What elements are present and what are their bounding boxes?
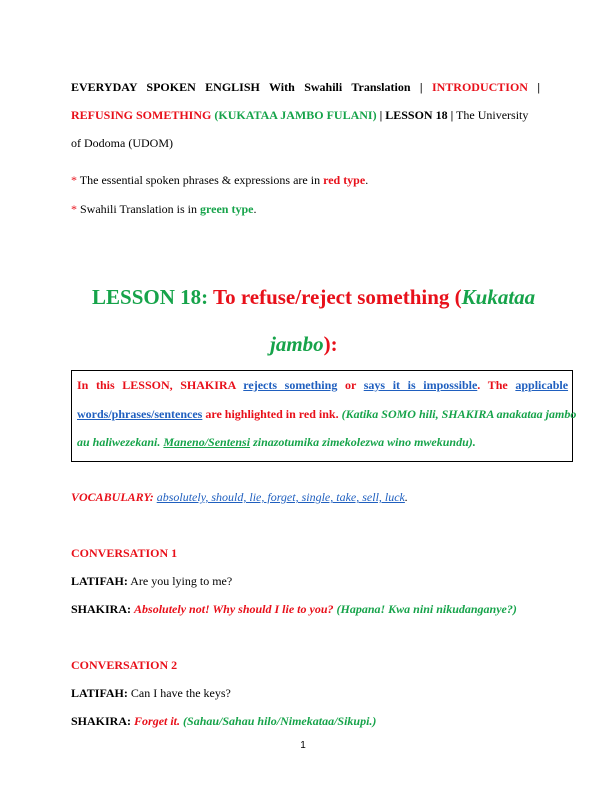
vocabulary-line — [71, 489, 408, 505]
red-type-label: red type — [323, 173, 366, 187]
intro-swahili: zinazotumika zimekolezwa wino mwekundu). — [253, 435, 476, 449]
asterisk: * — [71, 202, 77, 216]
phrase-swahili: (Sahau/Sahau hilo/Nimekataa/Sikupi.) — [183, 714, 377, 728]
period: . — [253, 202, 257, 216]
note-green-type — [71, 201, 256, 217]
page-number: 1 — [300, 740, 306, 751]
note-red-type — [71, 172, 368, 188]
course-title: EVERYDAY SPOKEN ENGLISH With Swahili Translation — [71, 80, 411, 94]
introduction-label: INTRODUCTION — [431, 80, 528, 94]
says-impossible-link[interactable]: says it is impossible — [363, 378, 478, 392]
university-name: The University — [456, 108, 529, 122]
dialogue-line — [71, 713, 376, 729]
intro-line-1 — [77, 377, 568, 393]
header-line-3 — [71, 135, 173, 151]
speaker-name: LATIFAH: — [71, 574, 128, 588]
paren: ( — [454, 285, 462, 309]
phrase-swahili: (Hapana! Kwa nini nikudanganye?) — [336, 602, 517, 616]
phrase-english: Forget it. — [134, 714, 181, 728]
lesson-title-swahili: Kukataa — [461, 285, 536, 309]
lesson-number: LESSON 18 — [385, 108, 448, 122]
speaker-name: SHAKIRA: — [71, 714, 132, 728]
vocabulary-label: VOCABULARY: — [71, 490, 154, 504]
separator: | — [379, 108, 383, 122]
period: . — [365, 173, 369, 187]
dialogue-line — [71, 601, 517, 617]
words-phrases-link[interactable]: words/phrases/sentences — [77, 407, 203, 421]
intro-swahili: (Katika SOMO hili, SHAKIRA anakataa jambo — [341, 407, 577, 421]
intro-text: or — [344, 378, 357, 392]
intro-text: . The — [477, 378, 508, 392]
applicable-link[interactable]: applicable — [515, 378, 569, 392]
note-text: The essential spoken phrases & expressions are in — [79, 173, 321, 187]
note-text: Swahili Translation is in — [80, 202, 198, 216]
separator: | — [537, 80, 540, 94]
green-type-label: green type — [200, 202, 254, 216]
intro-line-3 — [77, 434, 476, 450]
conversation-heading: CONVERSATION 2 — [71, 658, 178, 672]
lesson-title-text: To refuse/reject something — [213, 285, 450, 309]
dialogue-text: Are you lying to me? — [130, 574, 233, 588]
speaker-name: LATIFAH: — [71, 686, 128, 700]
phrase-english: Absolutely not! Why should I lie to you? — [134, 602, 334, 616]
lesson-title-swahili-cont: jambo — [270, 332, 324, 356]
intro-text: In this LESSON, SHAKIRA — [77, 378, 236, 392]
separator: | — [419, 80, 423, 94]
header-line-1 — [71, 79, 540, 95]
asterisk: * — [71, 173, 77, 187]
topic-swahili: (KUKATAA JAMBO FULANI) — [214, 108, 377, 122]
header-line-2 — [71, 107, 528, 123]
intro-line-2 — [77, 406, 577, 422]
vocabulary-words[interactable]: absolutely, should, lie, forget, single, take, sell, luck — [156, 490, 405, 504]
intro-text: are highlighted in red ink. — [205, 407, 339, 421]
separator: | — [450, 108, 454, 122]
speaker-name: SHAKIRA: — [71, 602, 132, 616]
dialogue-text: Can I have the keys? — [130, 686, 231, 700]
dialogue-line — [71, 573, 232, 589]
maneno-sentensi-link[interactable]: Maneno/Sentensi — [163, 435, 251, 449]
university-name-cont: of Dodoma (UDOM) — [71, 136, 173, 150]
lesson-title-line-1 — [92, 285, 535, 310]
conversation-heading: CONVERSATION 1 — [71, 546, 178, 560]
topic-english: REFUSING SOMETHING — [71, 108, 212, 122]
intro-swahili: au haliwezekani. — [77, 435, 161, 449]
dialogue-line — [71, 685, 231, 701]
lesson-title-line-2 — [270, 332, 338, 357]
lesson-title-number: LESSON 18: — [92, 285, 209, 309]
rejects-something-link[interactable]: rejects something — [243, 378, 338, 392]
paren: ): — [323, 332, 338, 356]
period: . — [404, 490, 408, 504]
